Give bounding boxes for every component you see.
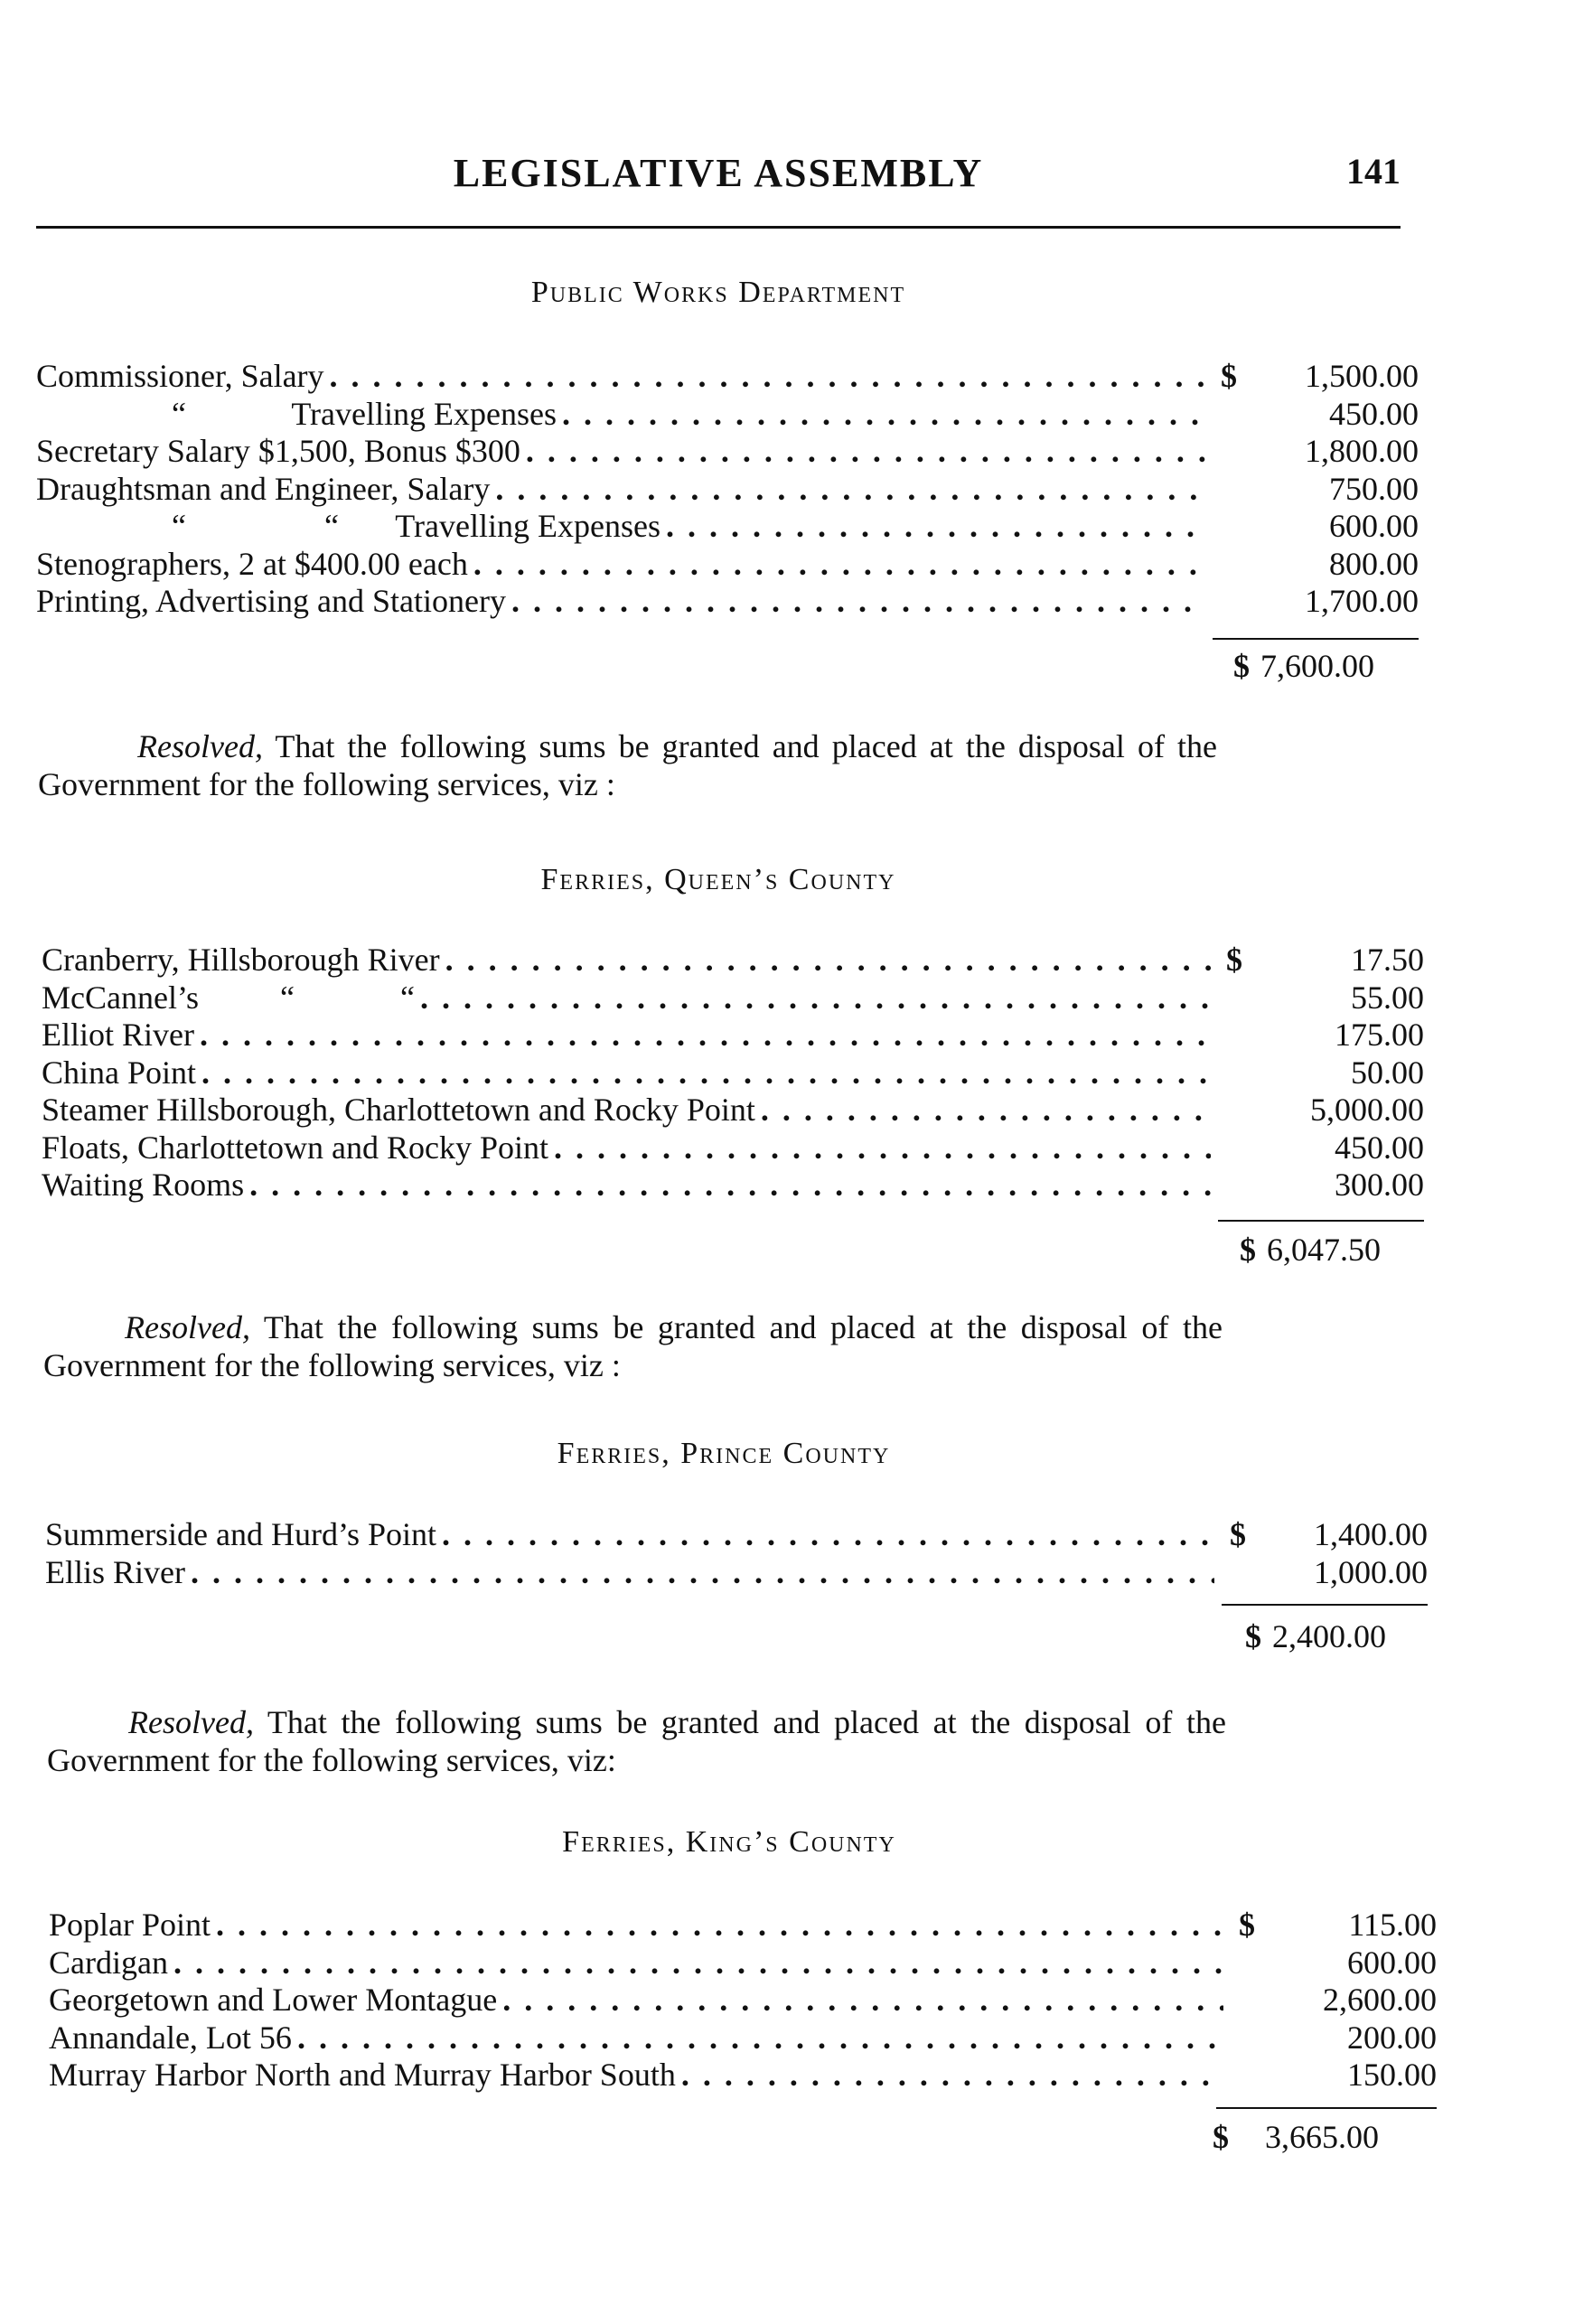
row-amount: 17.50: [1351, 942, 1424, 978]
leader-dots: [761, 1092, 1211, 1129]
row-label: Cranberry, Hillsborough River: [42, 942, 440, 978]
row-amount: 750.00: [1329, 470, 1419, 507]
table-row: [36, 583, 1419, 621]
table-row: [49, 2019, 1437, 2057]
row-label: “ Travelling Expenses: [172, 395, 557, 432]
table-row: [36, 508, 1419, 546]
table-row: [42, 1054, 1424, 1092]
leader-dots: [173, 1944, 1223, 1982]
total-dollar-sign: $: [1233, 648, 1250, 684]
row-label: Annandale, Lot 56: [49, 2019, 292, 2056]
resolution-text: That the following sums be granted and placed at the disposal of the Government for the following services, viz :: [43, 1309, 1223, 1383]
row-label: McCannel’s “ “: [42, 979, 415, 1016]
row-label: China Point: [42, 1054, 197, 1091]
table-row: [42, 1017, 1424, 1054]
row-label: Ellis River: [45, 1553, 185, 1590]
leader-dots: [511, 583, 1205, 621]
leader-dots: [420, 979, 1211, 1017]
row-label: Commissioner, Salary: [36, 358, 324, 394]
table-row: [42, 979, 1424, 1017]
row-label: Georgetown and Lower Montague: [49, 1982, 498, 2018]
row-label: Floats, Charlottetown and Rocky Point: [42, 1129, 548, 1166]
row-amount: 1,500.00: [1305, 358, 1419, 394]
section-total: [1240, 1231, 1381, 1269]
row-label: “ “ Travelling Expenses: [172, 508, 661, 544]
leader-dots: [330, 358, 1205, 396]
row-amount: 300.00: [1335, 1167, 1424, 1203]
row-amount: 200.00: [1347, 2019, 1437, 2056]
leader-dots: [191, 1554, 1214, 1592]
table-row: [36, 396, 1419, 434]
leader-dots: [681, 2057, 1223, 2094]
resolution-paragraph: [38, 727, 1217, 803]
row-amount: 2,600.00: [1323, 1982, 1437, 2018]
row-amount: 115.00: [1348, 1907, 1437, 1943]
row-amount: 50.00: [1351, 1054, 1424, 1091]
section-heading-queens-county: Ferries, Queen’s County: [540, 863, 896, 896]
dollar-sign: $: [1221, 358, 1237, 394]
row-amount: 450.00: [1335, 1129, 1424, 1166]
leader-dots: [201, 1054, 1211, 1092]
leader-dots: [297, 2019, 1223, 2057]
table-row: [49, 1982, 1437, 2019]
table-row: [45, 1554, 1428, 1592]
page-number: 141: [1346, 151, 1401, 192]
leader-dots: [495, 471, 1205, 509]
total-rule: [1218, 1220, 1424, 1222]
row-label: Steamer Hillsborough, Charlottetown and Rocky Point: [42, 1092, 755, 1128]
header-rule: [36, 226, 1401, 229]
leader-dots: [562, 396, 1205, 434]
leader-dots: [526, 433, 1205, 471]
resolution-lead: Resolved,: [128, 1704, 254, 1740]
row-amount: 55.00: [1351, 979, 1424, 1016]
dollar-sign: $: [1230, 1516, 1246, 1552]
leader-dots: [445, 942, 1211, 979]
section-heading-prince-county: Ferries, Prince County: [557, 1437, 891, 1470]
table-row: [49, 2057, 1437, 2094]
row-amount: 800.00: [1329, 545, 1419, 582]
total-rule: [1216, 2107, 1437, 2109]
row-amount: 1,400.00: [1314, 1516, 1428, 1552]
section-heading-kings-county: Ferries, King’s County: [562, 1825, 896, 1859]
row-amount: 600.00: [1329, 508, 1419, 544]
leader-dots: [200, 1017, 1211, 1054]
row-label: Secretary Salary $1,500, Bonus $300: [36, 433, 520, 469]
page-title: LEGISLATIVE ASSEMBLY: [453, 151, 984, 195]
resolution-paragraph: [47, 1703, 1226, 1779]
leader-dots: [554, 1129, 1211, 1167]
leader-dots: [666, 508, 1205, 546]
resolution-lead: Resolved,: [137, 728, 263, 764]
row-label: Waiting Rooms: [42, 1167, 245, 1203]
row-label: Poplar Point: [49, 1907, 211, 1943]
leader-dots: [502, 1982, 1223, 2019]
prince-county-table: [45, 1516, 1428, 1591]
resolution-paragraph: [43, 1308, 1223, 1384]
table-row: [42, 1129, 1424, 1167]
row-amount: 1,000.00: [1314, 1553, 1428, 1590]
leader-dots: [249, 1167, 1211, 1204]
row-amount: 150.00: [1347, 2057, 1437, 2093]
total-rule: [1222, 1604, 1428, 1606]
row-label: Murray Harbor North and Murray Harbor South: [49, 2057, 676, 2093]
table-row: [42, 942, 1424, 979]
queens-county-table: [42, 942, 1424, 1204]
row-label: Draughtsman and Engineer, Salary: [36, 470, 491, 507]
resolution-lead: Resolved,: [125, 1309, 250, 1345]
row-label: Cardigan: [49, 1944, 168, 1981]
leader-dots: [442, 1516, 1214, 1554]
row-label: Elliot River: [42, 1017, 194, 1053]
row-amount: 450.00: [1329, 395, 1419, 432]
section-total: [1213, 2118, 1379, 2156]
total-amount: 3,665.00: [1265, 2119, 1379, 2155]
row-amount: 600.00: [1347, 1944, 1437, 1981]
section-total: [1233, 647, 1374, 685]
total-amount: 6,047.50: [1267, 1232, 1381, 1268]
dollar-sign: $: [1239, 1907, 1255, 1943]
row-amount: 5,000.00: [1310, 1092, 1424, 1128]
running-head: [36, 150, 1401, 204]
table-row: [45, 1516, 1428, 1554]
total-rule: [1213, 638, 1419, 640]
total-dollar-sign: $: [1245, 1618, 1261, 1654]
row-amount: 175.00: [1335, 1017, 1424, 1053]
table-row: [36, 546, 1419, 584]
row-amount: 1,800.00: [1305, 433, 1419, 469]
table-row: [49, 1907, 1437, 1944]
row-label: Summerside and Hurd’s Point: [45, 1516, 436, 1552]
resolution-text: That the following sums be granted and placed at the disposal of the Government for the following services, viz:: [47, 1704, 1226, 1778]
table-row: [42, 1167, 1424, 1204]
table-row: [36, 471, 1419, 509]
total-amount: 2,400.00: [1272, 1618, 1386, 1654]
public-works-table: [36, 358, 1419, 621]
table-row: [42, 1092, 1424, 1129]
total-dollar-sign: $: [1213, 2119, 1229, 2155]
leader-dots: [216, 1907, 1223, 1944]
dollar-sign: $: [1226, 942, 1242, 978]
total-dollar-sign: $: [1240, 1232, 1256, 1268]
table-row: [36, 358, 1419, 396]
total-amount: 7,600.00: [1260, 648, 1374, 684]
leader-dots: [473, 546, 1205, 584]
section-total: [1245, 1617, 1386, 1655]
row-label: Stenographers, 2 at $400.00 each: [36, 545, 468, 582]
section-heading-public-works: Public Works Department: [530, 276, 906, 309]
table-row: [36, 433, 1419, 471]
resolution-text: That the following sums be granted and placed at the disposal of the Government for the following services, viz :: [38, 728, 1217, 802]
kings-county-table: [49, 1907, 1437, 2094]
row-amount: 1,700.00: [1305, 583, 1419, 619]
table-row: [49, 1944, 1437, 1982]
row-label: Printing, Advertising and Stationery: [36, 583, 506, 619]
